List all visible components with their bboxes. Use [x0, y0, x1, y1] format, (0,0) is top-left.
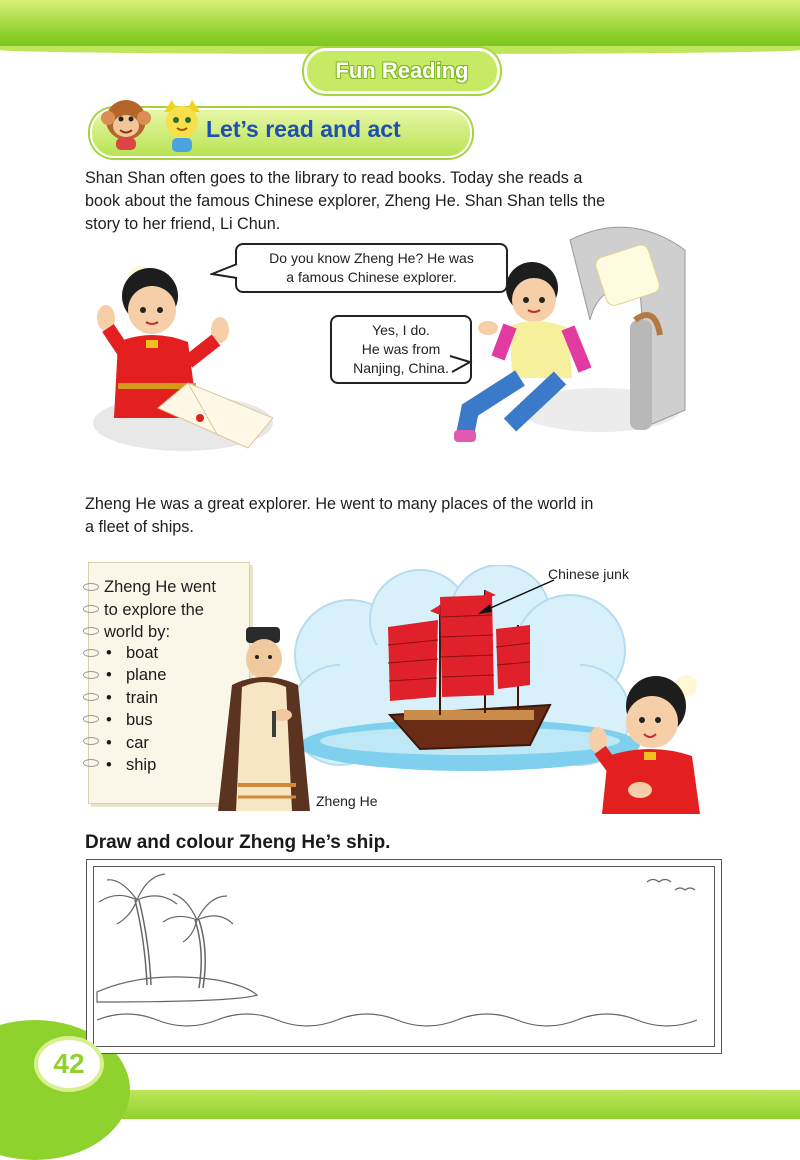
story-line: a fleet of ships.	[85, 518, 194, 536]
notebook-line: world by:	[104, 623, 171, 641]
notebook-line: to explore the	[104, 600, 204, 619]
page-number-badge	[38, 1040, 100, 1088]
bubble-line: Yes, I do.	[372, 322, 430, 338]
bubble-line: a famous Chinese explorer.	[286, 269, 457, 285]
monkey-mascot-icon	[96, 92, 156, 152]
option-ship: • ship	[106, 754, 166, 776]
page-number: 42	[53, 1048, 85, 1079]
story-line: Zheng He was a great explorer. He went to many places of the world in	[85, 495, 594, 513]
option-boat: • boat	[106, 642, 166, 664]
option-train: • train	[106, 687, 166, 709]
speech-bubble-boy	[235, 243, 508, 293]
boy-pointing-illustration	[588, 664, 708, 814]
bubble-line: Nanjing, China.	[353, 360, 449, 376]
transport-options-list	[106, 642, 166, 776]
option-plane: • plane	[106, 664, 166, 686]
notebook-line: Zheng He went	[104, 578, 216, 596]
cat-mascot-icon	[158, 98, 206, 154]
activity-title: Draw and colour Zheng He’s ship.	[85, 832, 391, 853]
intro-line: Shan Shan often goes to the library to read books. Today she reads a	[85, 169, 583, 187]
drawing-guide-sketch	[87, 860, 721, 1053]
intro-line: story to her friend, Li Chun.	[85, 215, 281, 233]
bubble-tail	[210, 262, 238, 282]
story-paragraph	[85, 493, 593, 539]
chinese-junk-label: Chinese junk	[548, 566, 629, 582]
notebook-prompt	[104, 576, 216, 644]
fun-reading-banner: Fun Reading	[304, 48, 500, 94]
option-car: • car	[106, 732, 166, 754]
bubble-line: He was from	[361, 341, 441, 357]
drawing-area[interactable]	[86, 859, 722, 1054]
section-title: Let’s read and act	[206, 116, 401, 142]
intro-line: book about the famous Chinese explorer, Zheng He. Shan Shan tells the	[85, 192, 606, 210]
zheng-he-label: Zheng He	[316, 793, 378, 809]
bubble-tail	[448, 352, 474, 378]
option-bus: • bus	[106, 709, 166, 731]
bubble-line: Do you know Zheng He? He was	[269, 250, 474, 266]
ship-thought-cloud	[280, 565, 640, 785]
pointer-arrow	[470, 576, 560, 618]
zheng-he-figure	[212, 625, 312, 815]
top-decor-band	[0, 0, 800, 48]
